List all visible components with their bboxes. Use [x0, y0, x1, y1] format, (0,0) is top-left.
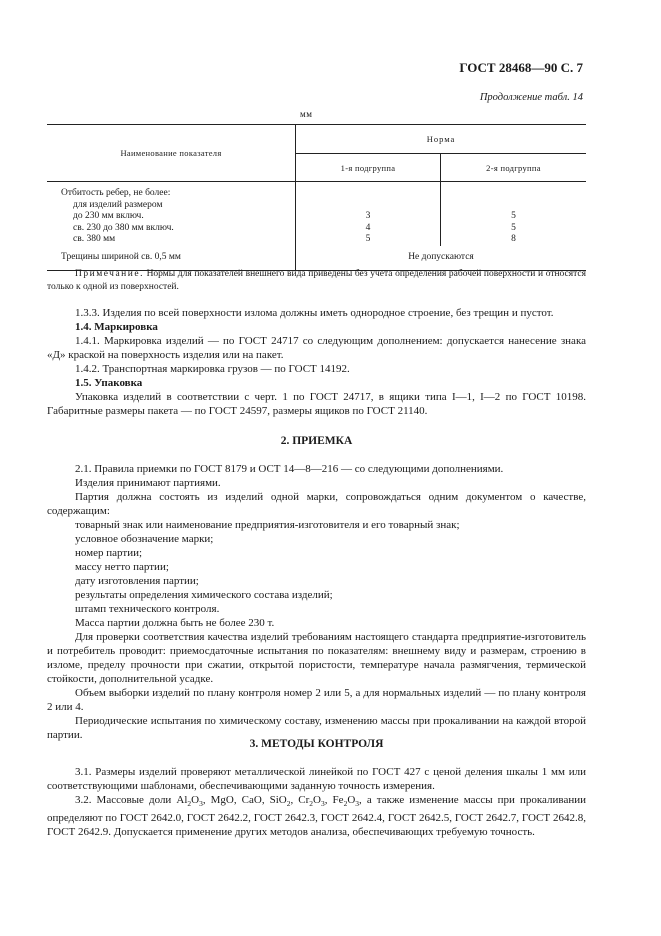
paragraph-1-4-1: 1.4.1. Маркировка изделий — по ГОСТ 24717 со следующим дополнением: допускается нанесение знака «Д» краской на поверхность изделия или на пакет. — [47, 335, 586, 361]
paragraph-1-5: Упаковка изделий в соответствии с черт. 1 по ГОСТ 24717, в ящики типа I—1, I—2 по ГОСТ 10198. Габаритные размеры пакета — по ГОСТ 24597, размеры ящиков по ГОСТ 21140. — [47, 391, 586, 417]
table-row: св. 230 до 380 мм включ. 4 5 — [47, 223, 586, 235]
heading-1-5: 1.5. Упаковка — [75, 377, 143, 389]
section-3-title: 3. МЕТОДЫ КОНТРОЛЯ — [249, 738, 384, 750]
list-item: условное обозначение марки; — [75, 533, 214, 545]
table-continuation: Продолжение табл. 14 — [479, 92, 583, 103]
section-3-body — [47, 765, 586, 839]
table-row: св. 380 мм 5 8 — [47, 234, 586, 246]
table-unit: мм — [300, 109, 313, 119]
paragraph-3-2: 3.2. Массовые доли $Al_2O_3$, MgO, CaO, SiO$_2$, $Cr_2O_3$, $Fe_2O_3$, а также изменение массы при прокаливании определяют по ГОСТ 2642.0, ГОСТ 2642.2, ГОСТ 2642.3, ГОСТ 2642.4, ГОСТ 2642.5, ГОСТ 2642.7, ГОСТ 2642.8, ГОСТ 2642.9. Допускается применение других методов анализа, обеспечивающих требуемую точность. — [47, 794, 586, 839]
paragraph-1-3-3: 1.3.3. Изделия по всей поверхности излома должны иметь однородное строение, без трещин и пустот. — [75, 307, 554, 319]
list-item: товарный знак или наименование предприятия-изготовителя и его товарный знак; — [75, 519, 460, 531]
paragraph-2-1-e: Для проверки соответствия качества изделий требованиям настоящего стандарта предприятие-изготовитель и потребитель проводит: приемосдаточные испытания по показателям: внешнему виду и размерам, строению в изломе, пределу прочности при сжатии, открытой пористости, температуре начала размягчения, термической стойкости, дополнительной усадке. — [47, 631, 586, 685]
table-row: Отбитость ребер, не более: — [47, 182, 586, 200]
list-item: результаты определения химического состава изделий; — [75, 589, 333, 601]
section-2-body — [47, 462, 586, 742]
col-header-name: Наименование показателя — [47, 125, 296, 182]
page-header: ГОСТ 28468—90 С. 7 — [459, 60, 583, 75]
heading-1-4: 1.4. Маркировка — [75, 321, 158, 333]
section-3 — [47, 737, 586, 751]
paragraph-1-4-2: 1.4.2. Транспортная маркировка грузов — по ГОСТ 14192. — [75, 363, 350, 375]
section-2 — [47, 434, 586, 448]
paragraph-2-1-b: Изделия принимают партиями. — [75, 477, 221, 489]
section-2-title: 2. ПРИЕМКА — [280, 435, 353, 447]
table-row: Трещины шириной св. 0,5 мм Не допускаются — [47, 246, 586, 271]
note-text: Нормы для показателей внешнего вида приведены без учета определения рабочей поверхности и относятся только к одной из поверхностей. — [47, 269, 586, 292]
norms-table — [47, 124, 586, 271]
paragraph-2-1-g: Периодические испытания по химическому составу, изменению массы при прокаливании на каждой второй партии. — [47, 715, 586, 741]
paragraph-2-1-c: Партия должна состоять из изделий одной марки, сопровождаться одним документом о качестве, содержащим: — [47, 491, 586, 517]
list-item: дату изготовления партии; — [75, 575, 199, 587]
table-note — [47, 268, 586, 294]
col-header-subgroup-1: 1-я подгруппа — [296, 154, 441, 182]
paragraph-2-1-d: Масса партии должна быть не более 230 т. — [75, 617, 275, 629]
note-label: Примечание. — [75, 269, 144, 279]
paragraph-2-1: 2.1. Правила приемки по ГОСТ 8179 и ОСТ 14—8—216 — со следующими дополнениями. — [75, 463, 504, 475]
col-header-subgroup-2: 2-я подгруппа — [441, 154, 587, 182]
list-item: штамп технического контроля. — [75, 603, 220, 615]
col-header-norma: Норма — [296, 125, 587, 154]
paragraph-3-1: 3.1. Размеры изделий проверяют металлической линейкой по ГОСТ 427 с ценой деления шкалы 1 мм или соответствующими шаблонами, обеспечивающими заданную точность измерения. — [47, 766, 586, 792]
table-row: до 230 мм включ. 3 5 — [47, 211, 586, 223]
list-item: номер партии; — [75, 547, 143, 559]
list-item: массу нетто партии; — [75, 561, 169, 573]
table-row: для изделий размером — [47, 200, 586, 212]
body-text — [47, 306, 586, 418]
paragraph-2-1-f: Объем выборки изделий по плану контроля номер 2 или 5, а для нормальных изделий — по плану контроля 2 или 4. — [47, 687, 586, 713]
